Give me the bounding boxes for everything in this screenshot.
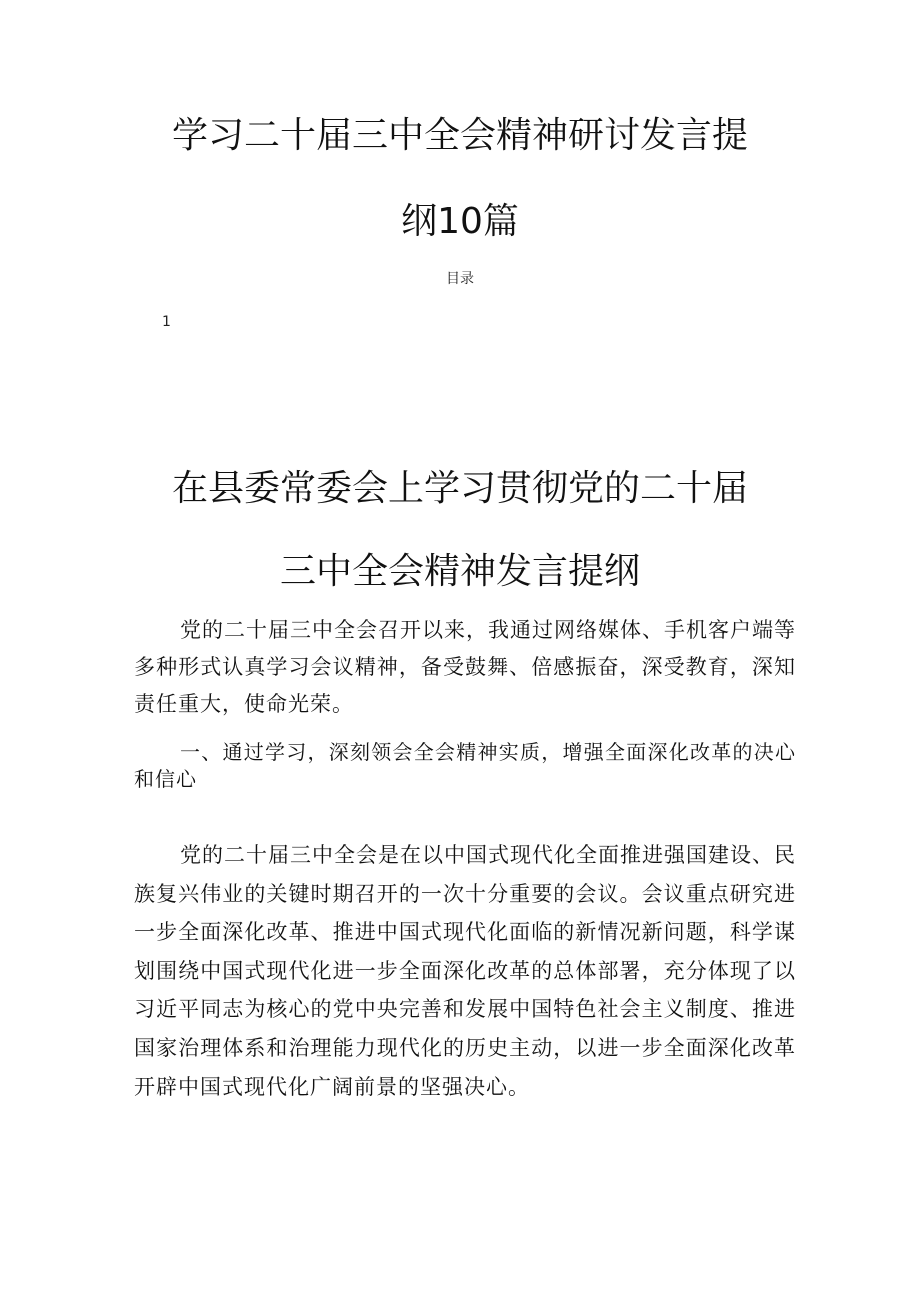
section-1-paragraph: 党的二十届三中全会是在以中国式现代化全面推进强国建设、民族复兴伟业的关键时期召开的一次十分重要的会议。会议重点研究进一步全面深化改革、推进中国式现代化面临的新情况新问题，科学谋划围绕中国式现代化进一步全面深化改革的总体部署，充分体现了以习近平同志为核心的党中央完善和发展中国特色社会主义制度、推进国家治理体系和治理能力现代化的历史主动，以进一步全面深化改革开辟中国式现代化广阔前景的坚强决心。 xyxy=(134,843,796,1099)
article-title-line-1: 在县委常委会上学习贯彻党的二十届 xyxy=(171,468,748,509)
cover-title-line-1: 学习二十届三中全会精神研讨发言提 xyxy=(171,115,748,156)
toc-label: 目录 xyxy=(446,271,474,287)
section-heading-1: 一、通过学习，深刻领会全会精神实质，增强全面深化改革的决心和信心 xyxy=(134,740,796,791)
toc-entry-1: 1 xyxy=(162,314,171,330)
article-title-line-2: 三中全会精神发言提纲 xyxy=(279,551,640,592)
cover-title-line-2: 纲10篇 xyxy=(401,201,519,242)
intro-paragraph: 党的二十届三中全会召开以来，我通过网络媒体、手机客户端等多种形式认真学习会议精神，备受鼓舞、倍感振奋，深受教育，深知责任重大，使命光荣。 xyxy=(134,618,796,716)
